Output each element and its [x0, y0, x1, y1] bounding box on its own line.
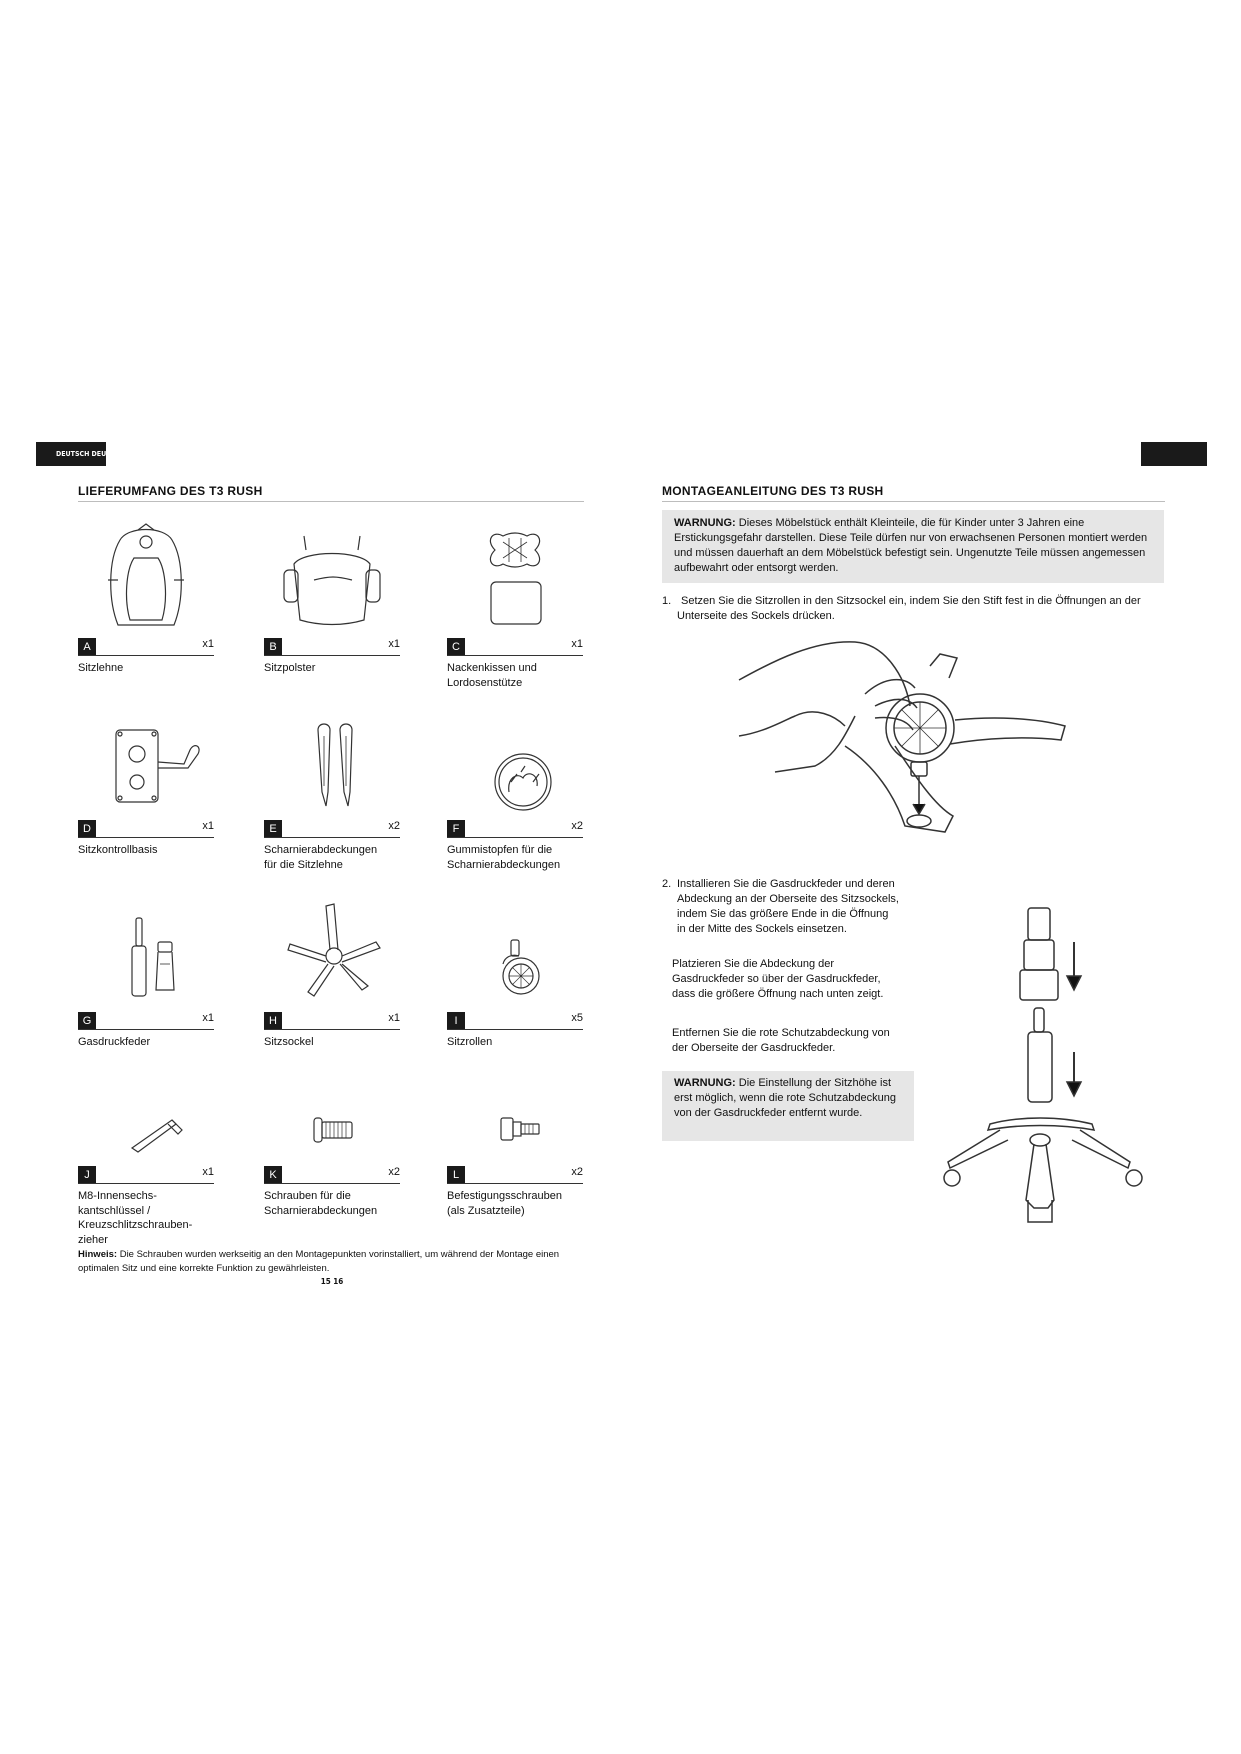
part-quantity: x5: [571, 1012, 583, 1024]
part-letter: L: [447, 1166, 465, 1184]
hex-key-icon: [78, 1048, 214, 1158]
warning-text: Die Einstellung der Sitzhöhe ist erst möglich, wenn die rote Schutzabdeckung von der Gasdruckfeder entfernt wurde.: [674, 1077, 896, 1119]
language-tab-right: [1141, 442, 1207, 466]
note-label: Hinweis:: [78, 1249, 118, 1260]
part-quantity: x2: [571, 820, 583, 832]
step-text: Setzen Sie die Sitzrollen in den Sitzsockel ein, indem Sie den Stift fest in die Öffnungen an der Unterseite des Sockels drücken.: [677, 595, 1141, 622]
warning-bottom: [662, 1071, 914, 1141]
part-letter: G: [78, 1012, 96, 1030]
step-2-cover-text: Platzieren Sie die Abdeckung der Gasdruckfeder so über der Gasdruckfeder, dass die größere Öffnung nach unten zeigt.: [672, 958, 884, 1000]
note: [78, 1248, 598, 1276]
part-quantity: x1: [571, 638, 583, 650]
warning-label: WARNUNG:: [674, 1077, 736, 1089]
part-name: Sitzkontrollbasis: [78, 844, 158, 856]
part-letter: I: [447, 1012, 465, 1030]
warning-label: WARNUNG:: [674, 517, 736, 529]
part-quantity: x2: [571, 1166, 583, 1178]
part-letter: K: [264, 1166, 282, 1184]
part-quantity: x1: [202, 1012, 214, 1024]
right-page-title: MONTAGEANLEITUNG DES T3 RUSH: [662, 484, 884, 498]
part-name: Gasdruckfeder: [78, 1036, 151, 1048]
right-title-rule: [662, 501, 1165, 502]
bolt-icon: [447, 1048, 583, 1158]
hinge-cover-icon: [264, 702, 400, 812]
part-letter: B: [264, 638, 282, 656]
left-title-rule: [78, 501, 584, 502]
step-number: 1.: [662, 595, 672, 607]
part-name: Schrauben für die Scharnierabdeckungen: [264, 1190, 378, 1217]
caster-installation-illustration: [735, 636, 1070, 850]
language-tab: DEUTSCH DEUTSCH: [36, 442, 106, 466]
backrest-icon: [78, 520, 214, 630]
part-quantity: x1: [202, 820, 214, 832]
part-name: Sitzrollen: [447, 1036, 493, 1048]
part-quantity: x1: [202, 638, 214, 650]
part-letter: C: [447, 638, 465, 656]
part-name: Sitzlehne: [78, 662, 124, 674]
part-name: Nackenkissen und Lordosenstütze: [447, 662, 537, 689]
page-numbers: 15 16: [320, 1277, 344, 1286]
step-number: 2.: [662, 878, 672, 890]
part-letter: E: [264, 820, 282, 838]
part-name: M8-Innensechs- kantschlüssel / Kreuzschlitzschrauben- zieher: [78, 1190, 193, 1246]
left-page-title: LIEFERUMFANG DES T3 RUSH: [78, 484, 263, 498]
note-text: Die Schrauben wurden werkseitig an den Montagepunkten vorinstalliert, um während der Montage einen optimalen Sitz und eine korrekte Funktion zu gewährleisten.: [78, 1249, 560, 1274]
part-quantity: x2: [388, 820, 400, 832]
seat-mechanism-icon: [78, 702, 214, 812]
step-text: Installieren Sie die Gasdruckfeder und deren Abdeckung an der Oberseite des Sitzsockels, indem Sie das größere Ende in die Öffnung in der Mitte des Sockels einsetzen.: [677, 878, 899, 935]
pillows-icon: [447, 520, 583, 630]
part-letter: D: [78, 820, 96, 838]
chair-base-icon: [264, 894, 400, 1004]
part-name: Sitzpolster: [264, 662, 316, 674]
screw-icon: [264, 1048, 400, 1158]
warning-top: [662, 510, 1164, 583]
part-letter: A: [78, 638, 96, 656]
step-2-remove-cap-text: Entfernen Sie die rote Schutzabdeckung von der Oberseite der Gasdruckfeder.: [672, 1027, 890, 1054]
part-letter: J: [78, 1166, 96, 1184]
part-name: Sitzsockel: [264, 1036, 314, 1048]
warning-text: Dieses Möbelstück enthält Kleinteile, die für Kinder unter 3 Jahren eine Erstickungsgefahr darstellen. Diese Teile dürfen nur von erwachsenen Personen montiert werden und müssen dauerhaft an dem Möbelstück befestigt sein. Ungenutzte Teile müssen angemessen aufbewahrt oder entsorgt werden.: [674, 517, 1148, 574]
part-letter: F: [447, 820, 465, 838]
part-quantity: x1: [388, 1012, 400, 1024]
part-name: Befestigungsschrauben (als Zusatzteile): [447, 1190, 562, 1217]
part-quantity: x2: [388, 1166, 400, 1178]
part-name: Scharnierabdeckungen für die Sitzlehne: [264, 844, 378, 871]
part-quantity: x1: [388, 638, 400, 650]
rubber-plug-icon: [447, 702, 583, 812]
part-name: Gummistopfen für die Scharnierabdeckungen: [447, 844, 561, 871]
gas-spring-installation-illustration: [930, 900, 1160, 1235]
caster-icon: [447, 894, 583, 1004]
part-letter: H: [264, 1012, 282, 1030]
seat-cushion-icon: [264, 520, 400, 630]
gas-spring-icon: [78, 894, 214, 1004]
part-quantity: x1: [202, 1166, 214, 1178]
